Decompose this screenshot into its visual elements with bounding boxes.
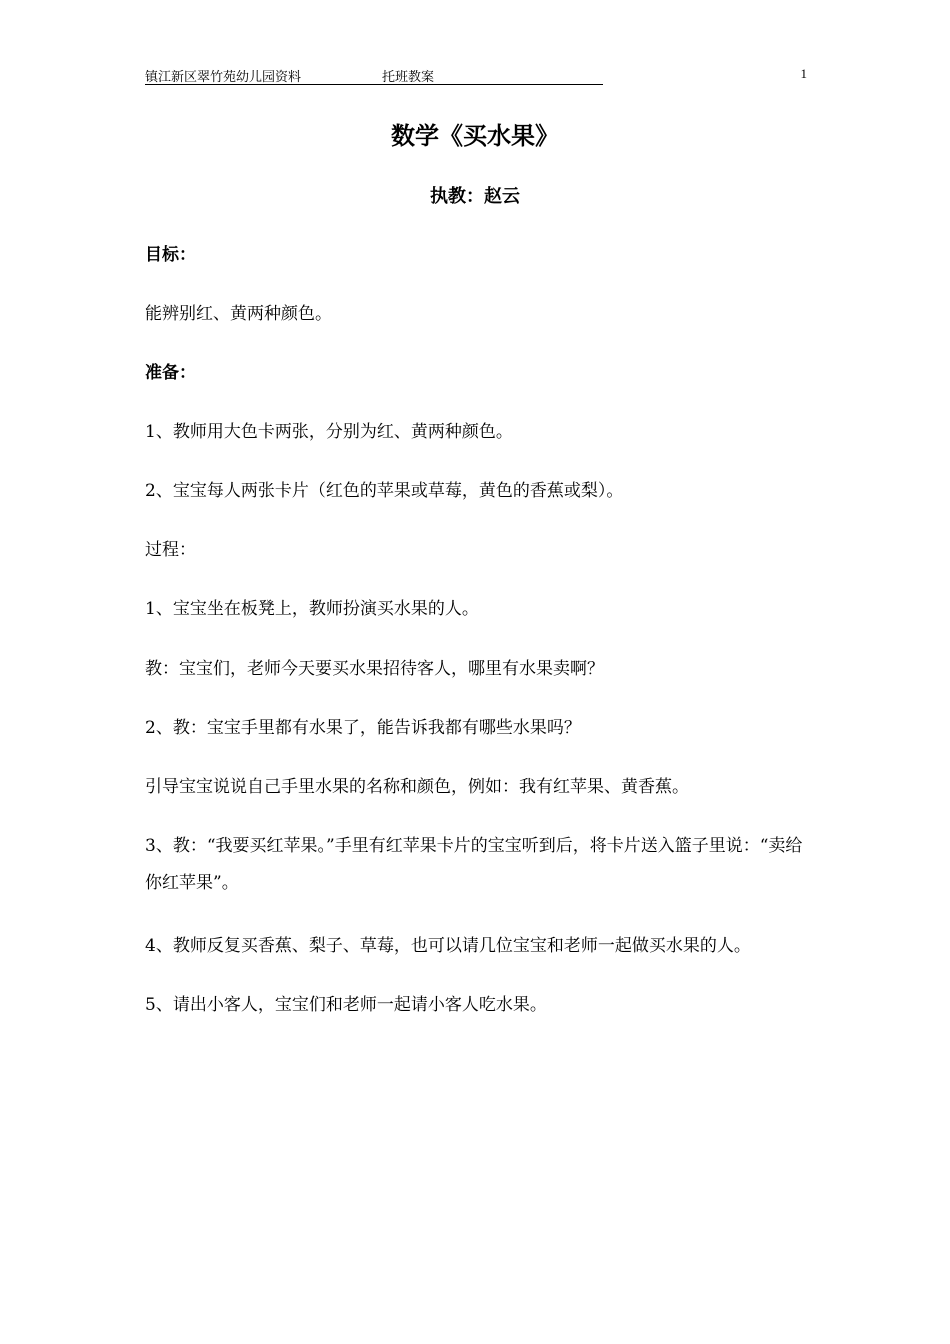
preparation-heading: 准备： — [145, 363, 196, 383]
process-step-3: 3、教：“我要买红苹果。”手里有红苹果卡片的宝宝听到后，将卡片送入篮子里说：“卖给你红苹果”。 — [145, 836, 803, 893]
process-heading: 过程： — [145, 540, 196, 560]
goal-heading: 目标： — [145, 245, 196, 265]
preparation-item-1: 1、教师用大色卡两张，分别为红、黄两种颜色。 — [145, 422, 513, 442]
goal-text: 能辨别红、黄两种颜色。 — [145, 304, 332, 324]
process-step-4: 4、教师反复买香蕉、梨子、草莓，也可以请几位宝宝和老师一起做买水果的人。 — [145, 936, 751, 956]
process-step-5: 5、请出小客人，宝宝们和老师一起请小客人吃水果。 — [145, 995, 547, 1015]
preparation-item-2: 2、宝宝每人两张卡片（红色的苹果或草莓，黄色的香蕉或梨）。 — [145, 481, 624, 501]
process-step-2-guide: 引导宝宝说说自己手里水果的名称和颜色，例如：我有红苹果、黄香蕉。 — [145, 777, 689, 797]
header-rule — [145, 84, 603, 85]
header-document-type: 托班教案 — [382, 70, 435, 85]
header-organization: 镇江新区翠竹苑幼儿园资料 — [145, 70, 302, 85]
process-step-2: 2、教：宝宝手里都有水果了，能告诉我都有哪些水果吗？ — [145, 718, 581, 738]
teacher-line: 执教：赵云 — [430, 186, 520, 207]
process-step-1: 1、宝宝坐在板凳上，教师扮演买水果的人。 — [145, 599, 479, 619]
document-title: 数学《买水果》 — [391, 122, 559, 150]
page-number: 1 — [800, 66, 807, 81]
process-step-1-dialog: 教：宝宝们，老师今天要买水果招待客人，哪里有水果卖啊？ — [145, 659, 604, 679]
page-header — [145, 66, 807, 86]
